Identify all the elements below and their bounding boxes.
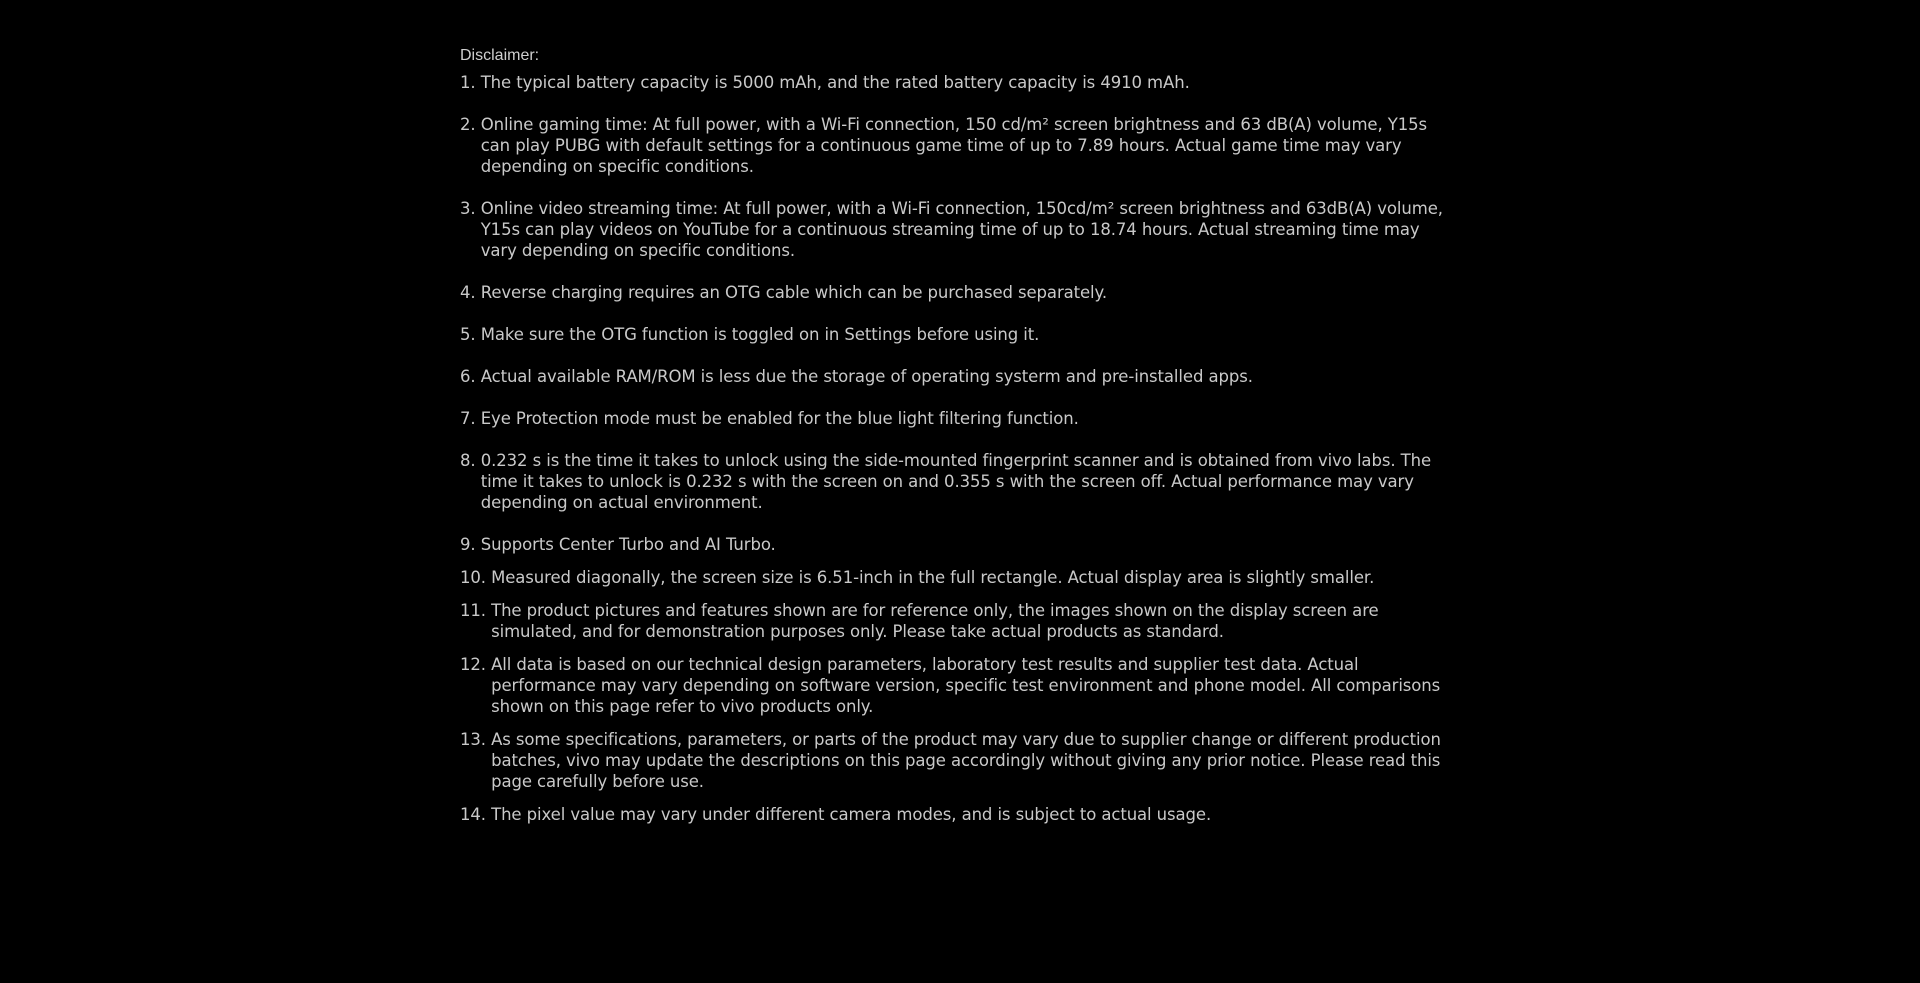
disclaimer-item (460, 114, 1460, 177)
item-text: As some specifications, parameters, or parts of the product may vary due to supplier change or different production batches, vivo may update the descriptions on this page accordingly without giving any prior notice. Please read this page carefully before use. (491, 730, 1441, 791)
item-number: 14. (460, 805, 492, 824)
item-text: Online video streaming time: At full power, with a Wi-Fi connection, 150cd/m² screen brightness and 63dB(A) volume, Y15s can play videos on YouTube for a continuous streaming time of up to 18.74 hours. Actual streaming time may vary depending on specific conditions. (480, 199, 1443, 260)
disclaimer-item (460, 366, 1460, 387)
disclaimer-item (460, 654, 1460, 717)
item-text: Make sure the OTG function is toggled on in Settings before using it. (480, 325, 1040, 344)
item-text: The typical battery capacity is 5000 mAh, and the rated battery capacity is 4910 mAh. (480, 73, 1190, 92)
disclaimer-item (460, 324, 1460, 345)
item-number: 5. (460, 325, 481, 344)
item-text: Eye Protection mode must be enabled for the blue light filtering function. (480, 409, 1079, 428)
item-text: Actual available RAM/ROM is less due the storage of operating systerm and pre-installed apps. (480, 367, 1253, 386)
item-number: 9. (460, 535, 481, 554)
disclaimer-item (460, 729, 1460, 792)
item-number: 13. (460, 730, 492, 749)
item-text: Supports Center Turbo and AI Turbo. (480, 535, 776, 554)
disclaimer-item (460, 408, 1460, 429)
disclaimer-item (460, 567, 1460, 588)
disclaimer-item (460, 72, 1460, 93)
item-number: 8. (460, 451, 481, 470)
item-number: 4. (460, 283, 481, 302)
disclaimer-item (460, 282, 1460, 303)
disclaimer-item (460, 804, 1460, 825)
item-number: 2. (460, 115, 481, 134)
item-text: Reverse charging requires an OTG cable which can be purchased separately. (480, 283, 1108, 302)
item-number: 11. (460, 601, 492, 620)
item-number: 1. (460, 73, 481, 92)
disclaimer-item (460, 450, 1460, 513)
item-number: 12. (460, 655, 492, 674)
item-text: The pixel value may vary under different camera modes, and is subject to actual usage. (491, 805, 1212, 824)
item-text: Online gaming time: At full power, with a Wi-Fi connection, 150 cd/m² screen brightness and 63 dB(A) volume, Y15s can play PUBG with default settings for a continuous game time of up to 7.89 hours. Actual game time may vary depending on specific conditions. (480, 115, 1428, 176)
item-text: The product pictures and features shown are for reference only, the images shown on the display screen are simulated, and for demonstration purposes only. Please take actual products as standard. (491, 601, 1379, 641)
item-text: All data is based on our technical design parameters, laboratory test results and supplier test data. Actual performance may vary depending on software version, specific test environment and phone model. All comparisons shown on this page refer to vivo products only. (491, 655, 1441, 716)
item-text: 0.232 s is the time it takes to unlock using the side-mounted fingerprint scanner and is obtained from vivo labs. The time it takes to unlock is 0.232 s with the screen on and 0.355 s with the screen off. Actual performance may vary depending on actual environment. (480, 451, 1431, 512)
disclaimer-item (460, 198, 1460, 261)
disclaimer-item (460, 534, 1460, 555)
disclaimer-title: Disclaimer: (460, 47, 540, 64)
item-text: Measured diagonally, the screen size is 6.51-inch in the full rectangle. Actual display area is slightly smaller. (491, 568, 1375, 587)
item-number: 3. (460, 199, 481, 218)
disclaimer-section (460, 46, 1460, 825)
disclaimer-item (460, 600, 1460, 642)
item-number: 7. (460, 409, 481, 428)
item-number: 10. (460, 568, 492, 587)
item-number: 6. (460, 367, 481, 386)
